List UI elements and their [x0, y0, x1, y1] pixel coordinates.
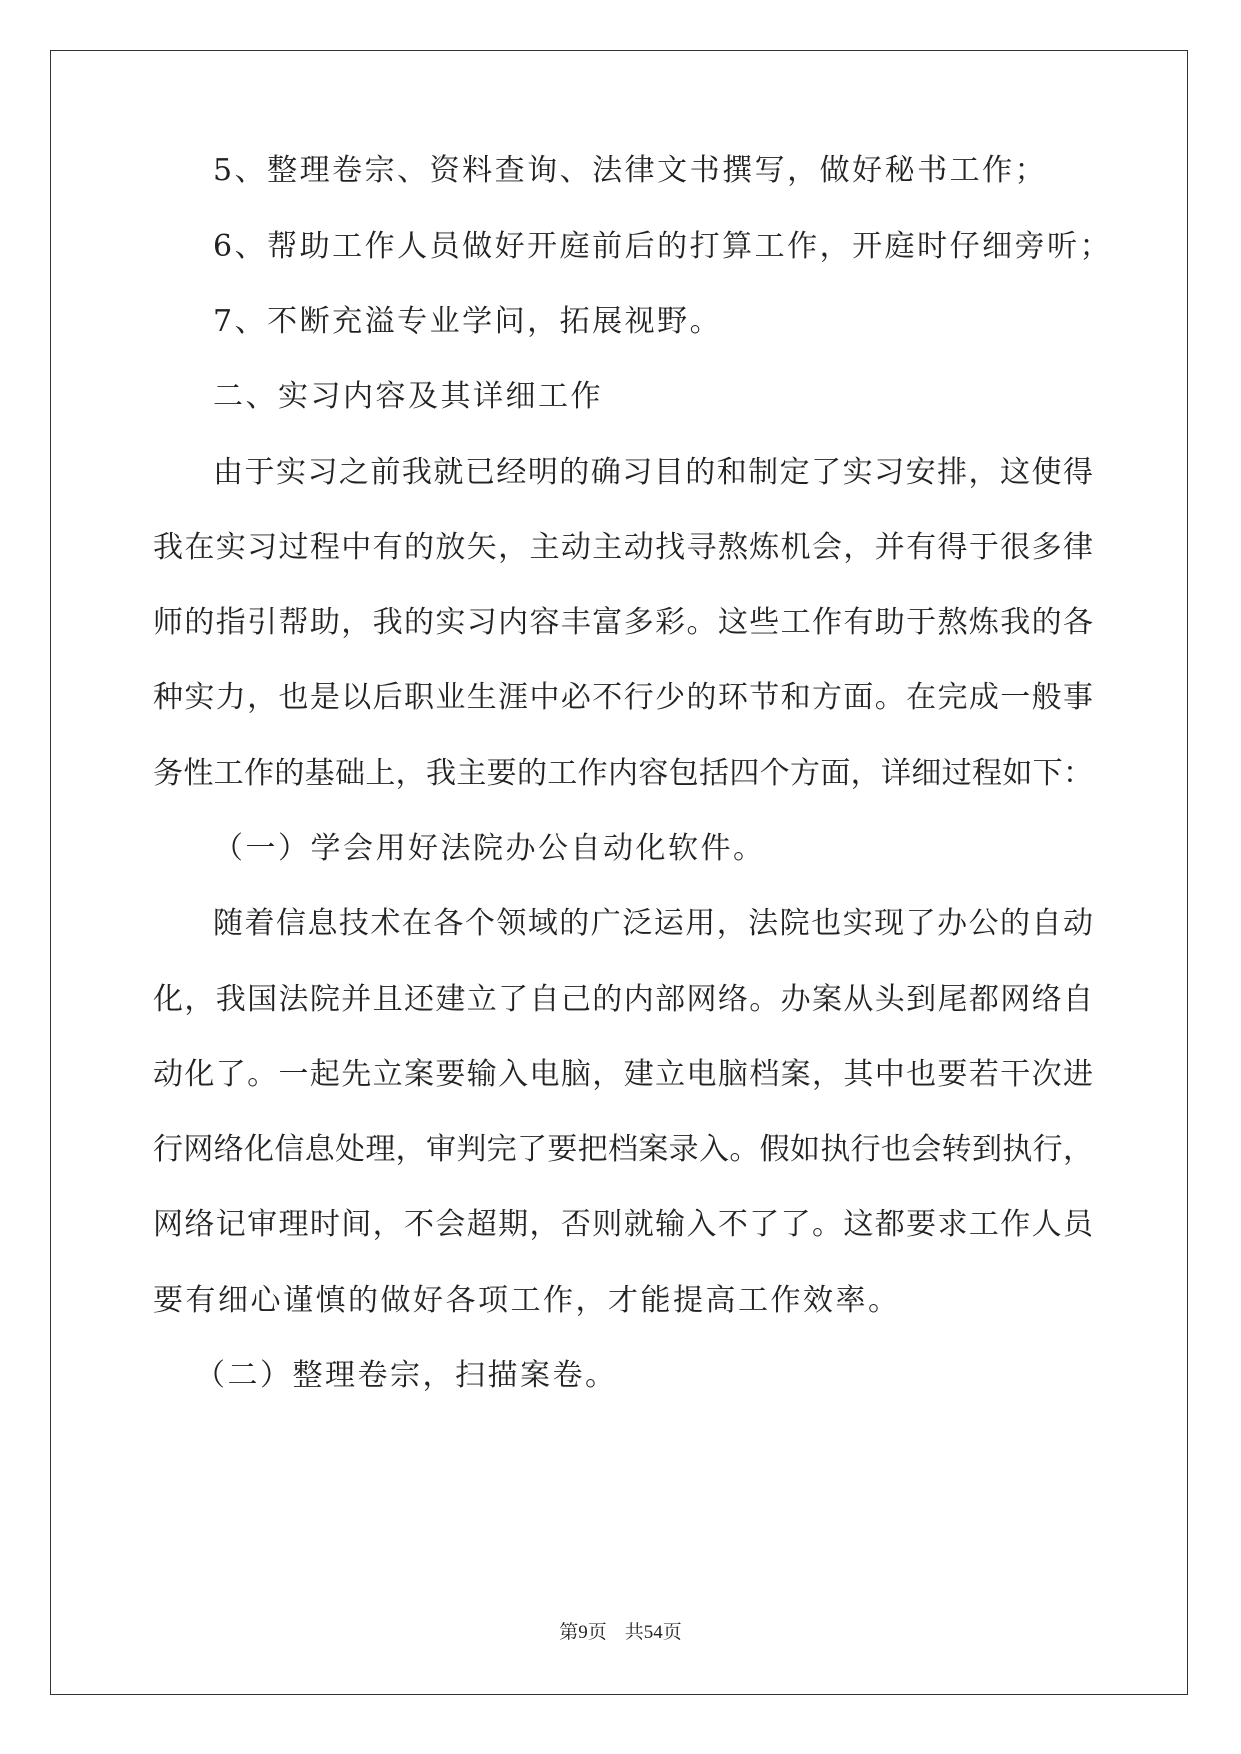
paragraph-line: 要有细心谨慎的做好各项工作，才能提高工作效率。	[153, 1283, 901, 1318]
page-border	[50, 50, 1188, 1695]
total-prefix: 共	[624, 1622, 644, 1643]
paragraph-line: 行网络化信息处理，审判完了要把档案录入。假如执行也会转到执行，	[153, 1132, 1093, 1167]
paragraph-line: 务性工作的基础上，我主要的工作内容包括四个方面，详细过程如下：	[153, 756, 1093, 791]
section-heading-2: 二、实习内容及其详细工作	[213, 379, 603, 414]
total-suffix: 页	[662, 1622, 682, 1643]
list-item-6: 6、帮助工作人员做好开庭前后的打算工作，开庭时仔细旁听；	[213, 229, 1113, 264]
page-suffix: 页	[587, 1622, 607, 1643]
page-number: 9	[578, 1622, 588, 1643]
paragraph-line: 网络记审理时间，不会超期，否则就输入不了了。这都要求工作人员	[153, 1207, 1093, 1242]
paragraph-line: 种实力，也是以后职业生涯中必不行少的环节和方面。在完成一般事	[153, 680, 1093, 715]
page-prefix: 第	[559, 1622, 579, 1643]
paragraph-line: 我在实习过程中有的放矢，主动主动找寻熬炼机会，并有得于很多律	[153, 530, 1093, 565]
page-footer	[0, 1621, 1241, 1645]
paragraph-line: 师的指引帮助，我的实习内容丰富多彩。这些工作有助于熬炼我的各	[153, 605, 1093, 640]
total-pages: 54	[643, 1622, 663, 1643]
subsection-heading-2: （二）整理卷宗，扫描案卷。	[195, 1358, 618, 1393]
paragraph-line: 动化了。一起先立案要输入电脑，建立电脑档案，其中也要若干次进	[153, 1057, 1093, 1092]
subsection-heading-1: （一）学会用好法院办公自动化软件。	[213, 831, 766, 866]
list-item-5: 5、整理卷宗、资料查询、法律文书撰写，做好秘书工作；	[213, 153, 1048, 188]
paragraph-line: 随着信息技术在各个领域的广泛运用，法院也实现了办公的自动	[213, 906, 1093, 941]
paragraph-line: 化，我国法院并且还建立了自己的内部网络。办案从头到尾都网络自	[153, 982, 1093, 1017]
list-item-7: 7、不断充溢专业学问，拓展视野。	[213, 304, 723, 339]
paragraph-line: 由于实习之前我就已经明的确习目的和制定了实习安排，这使得	[213, 455, 1093, 490]
